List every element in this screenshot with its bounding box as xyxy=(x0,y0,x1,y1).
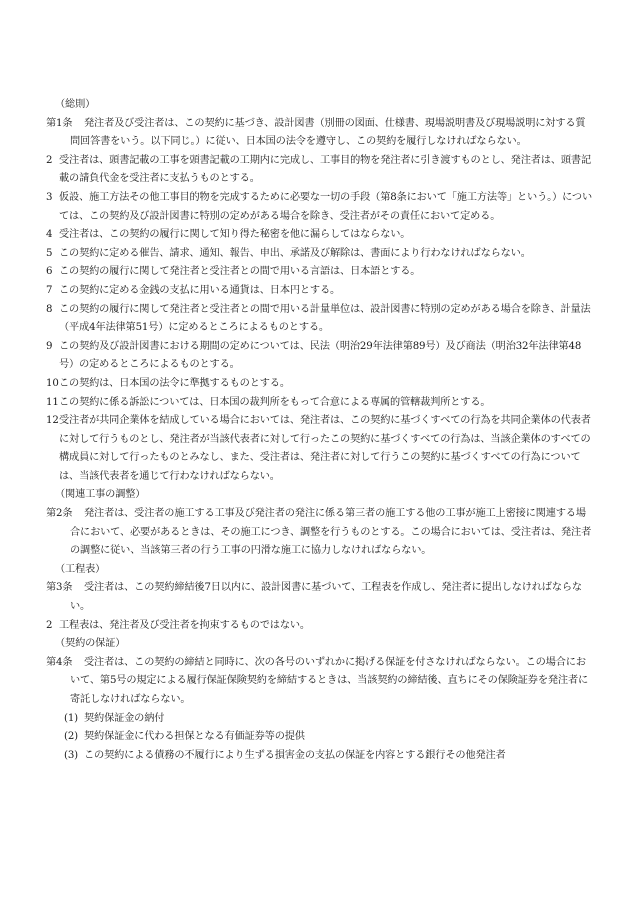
clause-text: この契約の履行に関して発注者と受注者との間で用いる計量単位は、設計図書に特別の定めがある場合を除き、計量法（平成4年法律第51号）に定めるところによるものとする。 xyxy=(59,303,591,334)
clause-text: 発注者及び受注者は、この契約に基づき、設計図書（別冊の図面、仕様書、現場説明書及び現場説明に対する質問回答書をいう。以下同じ。）に従い、日本国の法令を遵守し、この契約を履行しなければならない。 xyxy=(70,117,586,148)
clause-text: 受注者は、この契約の締結と同時に、次の各号のいずれかに掲げる保証を付さなければならない。この場合において、第5号の規定による履行保証保険契約を締結するときは、当該契約の締結後、直ちにその保険証券を発注者に寄託しなければならない。 xyxy=(70,656,589,705)
paragraph-number: 2 xyxy=(46,154,53,166)
clause-text: この契約の履行に関して発注者と受注者との間で用いる言語は、日本語とする。 xyxy=(59,266,421,278)
list-item xyxy=(46,710,594,729)
clause-text: この契約に定める金銭の支払に用いる通貨は、日本円とする。 xyxy=(59,284,341,296)
contract-document xyxy=(46,96,594,765)
paragraph-number: 2 xyxy=(46,619,53,631)
item-number: (3) xyxy=(64,749,78,761)
paragraph-number: 4 xyxy=(46,229,53,241)
paragraph-number: 5 xyxy=(46,247,53,259)
paragraph-clause xyxy=(46,282,594,301)
paragraph-number: 3 xyxy=(46,191,53,203)
article-clause xyxy=(46,654,594,710)
article-number: 第1条 xyxy=(46,117,73,129)
paragraph-number: 8 xyxy=(46,303,53,315)
section-heading: （工程表） xyxy=(55,563,106,575)
paragraph-clause xyxy=(46,301,594,338)
paragraph-clause xyxy=(46,226,594,245)
paragraph-clause xyxy=(46,617,594,636)
paragraph-clause xyxy=(46,375,594,394)
list-item xyxy=(46,747,594,766)
clause-text: この契約による債務の不履行により生ずる損害金の支払の保証を内容とする銀行その他発注者 xyxy=(84,749,506,761)
article-number: 第3条 xyxy=(46,582,73,594)
paragraph-clause xyxy=(46,245,594,264)
section-heading: （契約の保証） xyxy=(55,638,126,650)
clause-text: 契約保証金の納付 xyxy=(84,712,165,724)
section-heading: （総則） xyxy=(55,99,96,110)
clause-text: 受注者は、この契約締結後7日以内に、設計図書に基づいて、工程表を作成し、発注者に提出しなければならない。 xyxy=(70,582,582,613)
paragraph-clause xyxy=(46,394,594,413)
clause-text: 工程表は、発注者及び受注者を拘束するものではない。 xyxy=(59,619,310,631)
paragraph-number: 6 xyxy=(46,266,53,278)
clause-text: この契約に係る訴訟については、日本国の裁判所をもって合意による専属的管轄裁判所とする。 xyxy=(59,396,491,408)
paragraph-number: 11 xyxy=(46,396,59,408)
clause-text: 受注者は、この契約の履行に関して知り得た秘密を他に漏らしてはならない。 xyxy=(59,229,411,241)
clause-text: 受注者は、頭書記載の工事を頭書記載の工期内に完成し、工事目的物を発注者に引き渡すものとし、発注者は、頭書記載の請負代金を受注者に支払うものとする。 xyxy=(59,154,591,185)
clause-text: 発注者は、受注者の施工する工事及び発注者の発注に係る第三者の施工する他の工事が施工上密接に関連する場合において、必要があるときは、その施工につき、調整を行うものとする。この場合においては、受注者は、発注者の調整に従い、当該第三者の行う工事の円滑な施工に協力しなければならない。 xyxy=(70,508,592,557)
clause-text: 受注者が共同企業体を結成している場合においては、発注者は、この契約に基づくすべての行為を共同企業体の代表者に対して行うものとし、発注者が当該代表者に対して行ったこの契約に基づくすべての行為は、当該企業体のすべての構成員に対して行ったものとみなし、また、受注者は、発注者に対して行うこの契約に基づくすべての行為については、当該代表者を通じて行わなければならない。 xyxy=(59,415,591,482)
clause-text: この契約は、日本国の法令に準拠するものとする。 xyxy=(59,377,290,389)
article-clause xyxy=(46,505,594,561)
article-number: 第4条 xyxy=(46,656,73,668)
clause-text: この契約に定める催告、請求、通知、報告、申出、承諾及び解除は、書面により行わなければならない。 xyxy=(59,247,531,259)
article-clause xyxy=(46,579,594,616)
paragraph-number: 7 xyxy=(46,284,53,296)
clause-text: 仮設、施工方法その他工事目的物を完成するために必要な一切の手段（第8条において「施工方法等」という。）については、この契約及び設計図書に特別の定めがある場合を除き、受注者がその責任において定める。 xyxy=(59,191,593,222)
article-clause xyxy=(46,115,594,152)
paragraph-clause xyxy=(46,189,594,226)
paragraph-clause xyxy=(46,338,594,375)
list-item xyxy=(46,728,594,747)
section-heading: （関連工事の調整） xyxy=(55,489,146,501)
paragraph-clause xyxy=(46,412,594,486)
paragraph-number: 12 xyxy=(46,415,59,427)
paragraph-number: 9 xyxy=(46,340,53,352)
clause-text: この契約及び設計図書における期間の定めについては、民法（明治29年法律第89号）及び商法（明治32年法律第48号）の定めるところによるものとする。 xyxy=(59,340,582,371)
item-number: (2) xyxy=(64,731,78,743)
clause-text: 契約保証金に代わる担保となる有価証券等の提供 xyxy=(84,731,305,743)
article-number: 第2条 xyxy=(46,508,73,520)
paragraph-clause xyxy=(46,263,594,282)
item-number: (1) xyxy=(64,712,78,724)
paragraph-number: 10 xyxy=(46,377,59,389)
paragraph-clause xyxy=(46,152,594,189)
